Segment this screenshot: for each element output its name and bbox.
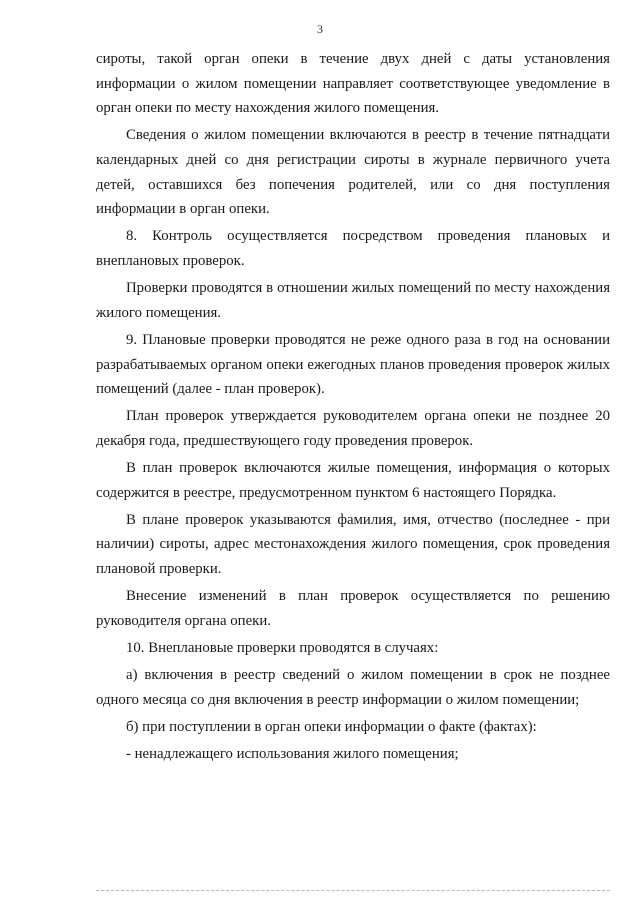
bottom-scan-line (96, 890, 610, 892)
paragraph-plan-contents: В план проверок включаются жилые помещения, информация о которых содержится в реестре, предусмотренном пунктом 6 настоящего Порядка. (96, 460, 610, 501)
paragraph-item-9: 9. Плановые проверки проводятся не реже одного раза в год на основании разрабатываемых органом опеки ежегодных планов проведения проверок жилых помещений (далее - план проверок). (96, 331, 610, 398)
paragraph-continuation: сироты, такой орган опеки в течение двух дней с даты установления информации о жилом помещении направляет соответствующее уведомление в орган опеки по месту нахождения жилого помещения. (96, 51, 610, 117)
paragraph-case-a: а) включения в реестр сведений о жилом помещении в срок не позднее одного месяца со дня включения в реестр информации о жилом помещении; (96, 667, 610, 708)
paragraph-case-b: б) при поступлении в орган опеки информации о факте (фактах): (126, 718, 537, 735)
page-number: 3 (317, 22, 323, 36)
paragraph-plan-approval: План проверок утверждается руководителем органа опеки не позднее 20 декабря года, предшествующего году проведения проверок. (96, 408, 610, 449)
paragraph-registry-timing: Сведения о жилом помещении включаются в реестр в течение пятнадцати календарных дней со дня регистрации сироты в журнале первичного учета детей, оставшихся без попечения родителей, или со дня поступления информации в орган опеки. (96, 127, 610, 218)
paragraph-item-10: 10. Внеплановые проверки проводятся в случаях: (126, 640, 439, 656)
document-body (96, 47, 610, 769)
paragraph-inspection-location: Проверки проводятся в отношении жилых помещений по месту нахождения жилого помещения. (96, 280, 610, 321)
paragraph-plan-details: В плане проверок указываются фамилия, имя, отчество (последнее - при наличии) сироты, адрес местонахождения жилого помещения, срок проведения плановой проверки. (96, 511, 610, 578)
paragraph-item-8: 8. Контроль осуществляется посредством проведения плановых и внеплановых проверок. (96, 228, 610, 269)
paragraph-plan-changes: Внесение изменений в план проверок осуществляется по решению руководителя органа опеки. (96, 588, 610, 629)
paragraph-case-b-dash: - ненадлежащего использования жилого помещения; (126, 746, 459, 763)
